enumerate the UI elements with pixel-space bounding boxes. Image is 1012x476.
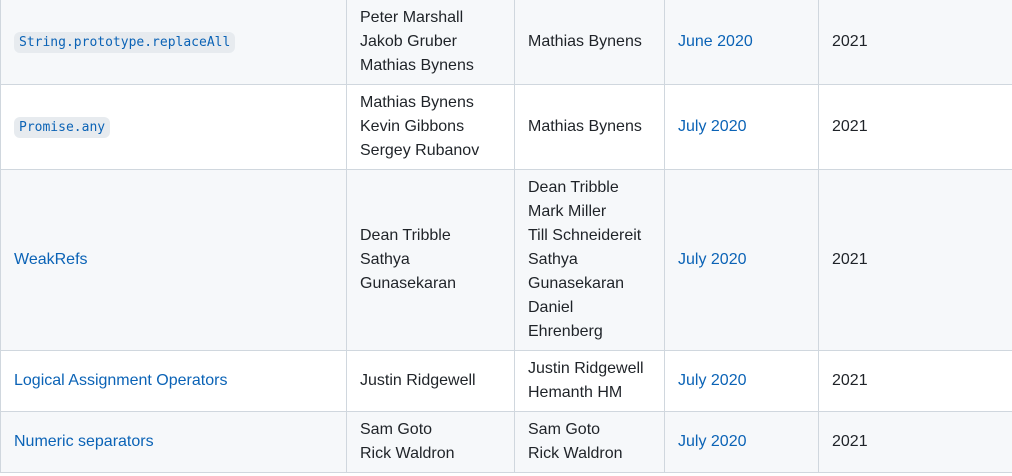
proposal-cell — [1, 351, 347, 412]
meeting-notes-link[interactable]: June 2020 — [678, 33, 753, 50]
proposal-link[interactable]: Logical Assignment Operators — [14, 372, 228, 389]
authors-cell — [347, 85, 515, 170]
table-row — [1, 412, 1012, 473]
champions-cell — [515, 412, 665, 473]
author-name: Kevin Gibbons — [360, 118, 465, 135]
table-row — [1, 85, 1012, 170]
champion-name: Rick Waldron — [528, 445, 623, 462]
champion-name: Mathias Bynens — [528, 33, 642, 50]
champion-name: Daniel — [528, 299, 574, 316]
meeting-notes-link[interactable]: July 2020 — [678, 251, 747, 268]
authors-cell — [347, 351, 515, 412]
meeting-cell — [665, 412, 819, 473]
proposal-link[interactable] — [14, 118, 110, 135]
meeting-notes-link[interactable]: July 2020 — [678, 118, 747, 135]
year-cell: 2021 — [819, 0, 1012, 85]
author-name: Mathias Bynens — [360, 94, 474, 111]
authors-cell — [347, 412, 515, 473]
proposal-name: Promise.any — [14, 117, 110, 138]
meeting-cell — [665, 0, 819, 85]
champion-name: Mathias Bynens — [528, 118, 642, 135]
author-name: Sathya — [360, 251, 410, 268]
meeting-cell — [665, 170, 819, 351]
champions-cell — [515, 85, 665, 170]
table-row — [1, 0, 1012, 85]
proposal-link[interactable] — [14, 33, 235, 50]
champion-name: Sathya — [528, 251, 578, 268]
author-name: Gunasekaran — [360, 275, 457, 292]
proposal-cell — [1, 412, 347, 473]
meeting-notes-link[interactable]: July 2020 — [678, 372, 747, 389]
proposal-name: String.prototype.replaceAll — [14, 32, 235, 53]
champion-name: Till Schneidereit — [528, 227, 642, 244]
champion-name: Hemanth HM — [528, 384, 623, 401]
proposal-cell — [1, 85, 347, 170]
champion-name: Dean Tribble — [528, 179, 619, 196]
year-cell: 2021 — [819, 351, 1012, 412]
author-name: Sam Goto — [360, 421, 433, 438]
proposal-link[interactable]: WeakRefs — [14, 251, 88, 268]
proposal-cell — [1, 170, 347, 351]
meeting-cell — [665, 85, 819, 170]
author-name: Peter Marshall — [360, 9, 464, 26]
champion-name: Justin Ridgewell — [528, 360, 644, 377]
champion-name: Sam Goto — [528, 421, 601, 438]
author-name: Rick Waldron — [360, 445, 455, 462]
champions-cell — [515, 170, 665, 351]
year-cell: 2021 — [819, 85, 1012, 170]
year-cell: 2021 — [819, 412, 1012, 473]
author-name: Mathias Bynens — [360, 57, 474, 74]
champion-name: Gunasekaran — [528, 275, 625, 292]
proposal-link[interactable]: Numeric separators — [14, 433, 154, 450]
authors-cell — [347, 170, 515, 351]
meeting-notes-link[interactable]: July 2020 — [678, 433, 747, 450]
table-row — [1, 170, 1012, 351]
author-name: Jakob Gruber — [360, 33, 457, 50]
table-row — [1, 351, 1012, 412]
author-name: Justin Ridgewell — [360, 372, 476, 389]
champions-cell — [515, 0, 665, 85]
author-name: Dean Tribble — [360, 227, 451, 244]
proposal-cell — [1, 0, 347, 85]
meeting-cell — [665, 351, 819, 412]
author-name: Sergey Rubanov — [360, 142, 480, 159]
champion-name: Mark Miller — [528, 203, 607, 220]
authors-cell — [347, 0, 515, 85]
champion-name: Ehrenberg — [528, 323, 603, 340]
champions-cell — [515, 351, 665, 412]
year-cell: 2021 — [819, 170, 1012, 351]
